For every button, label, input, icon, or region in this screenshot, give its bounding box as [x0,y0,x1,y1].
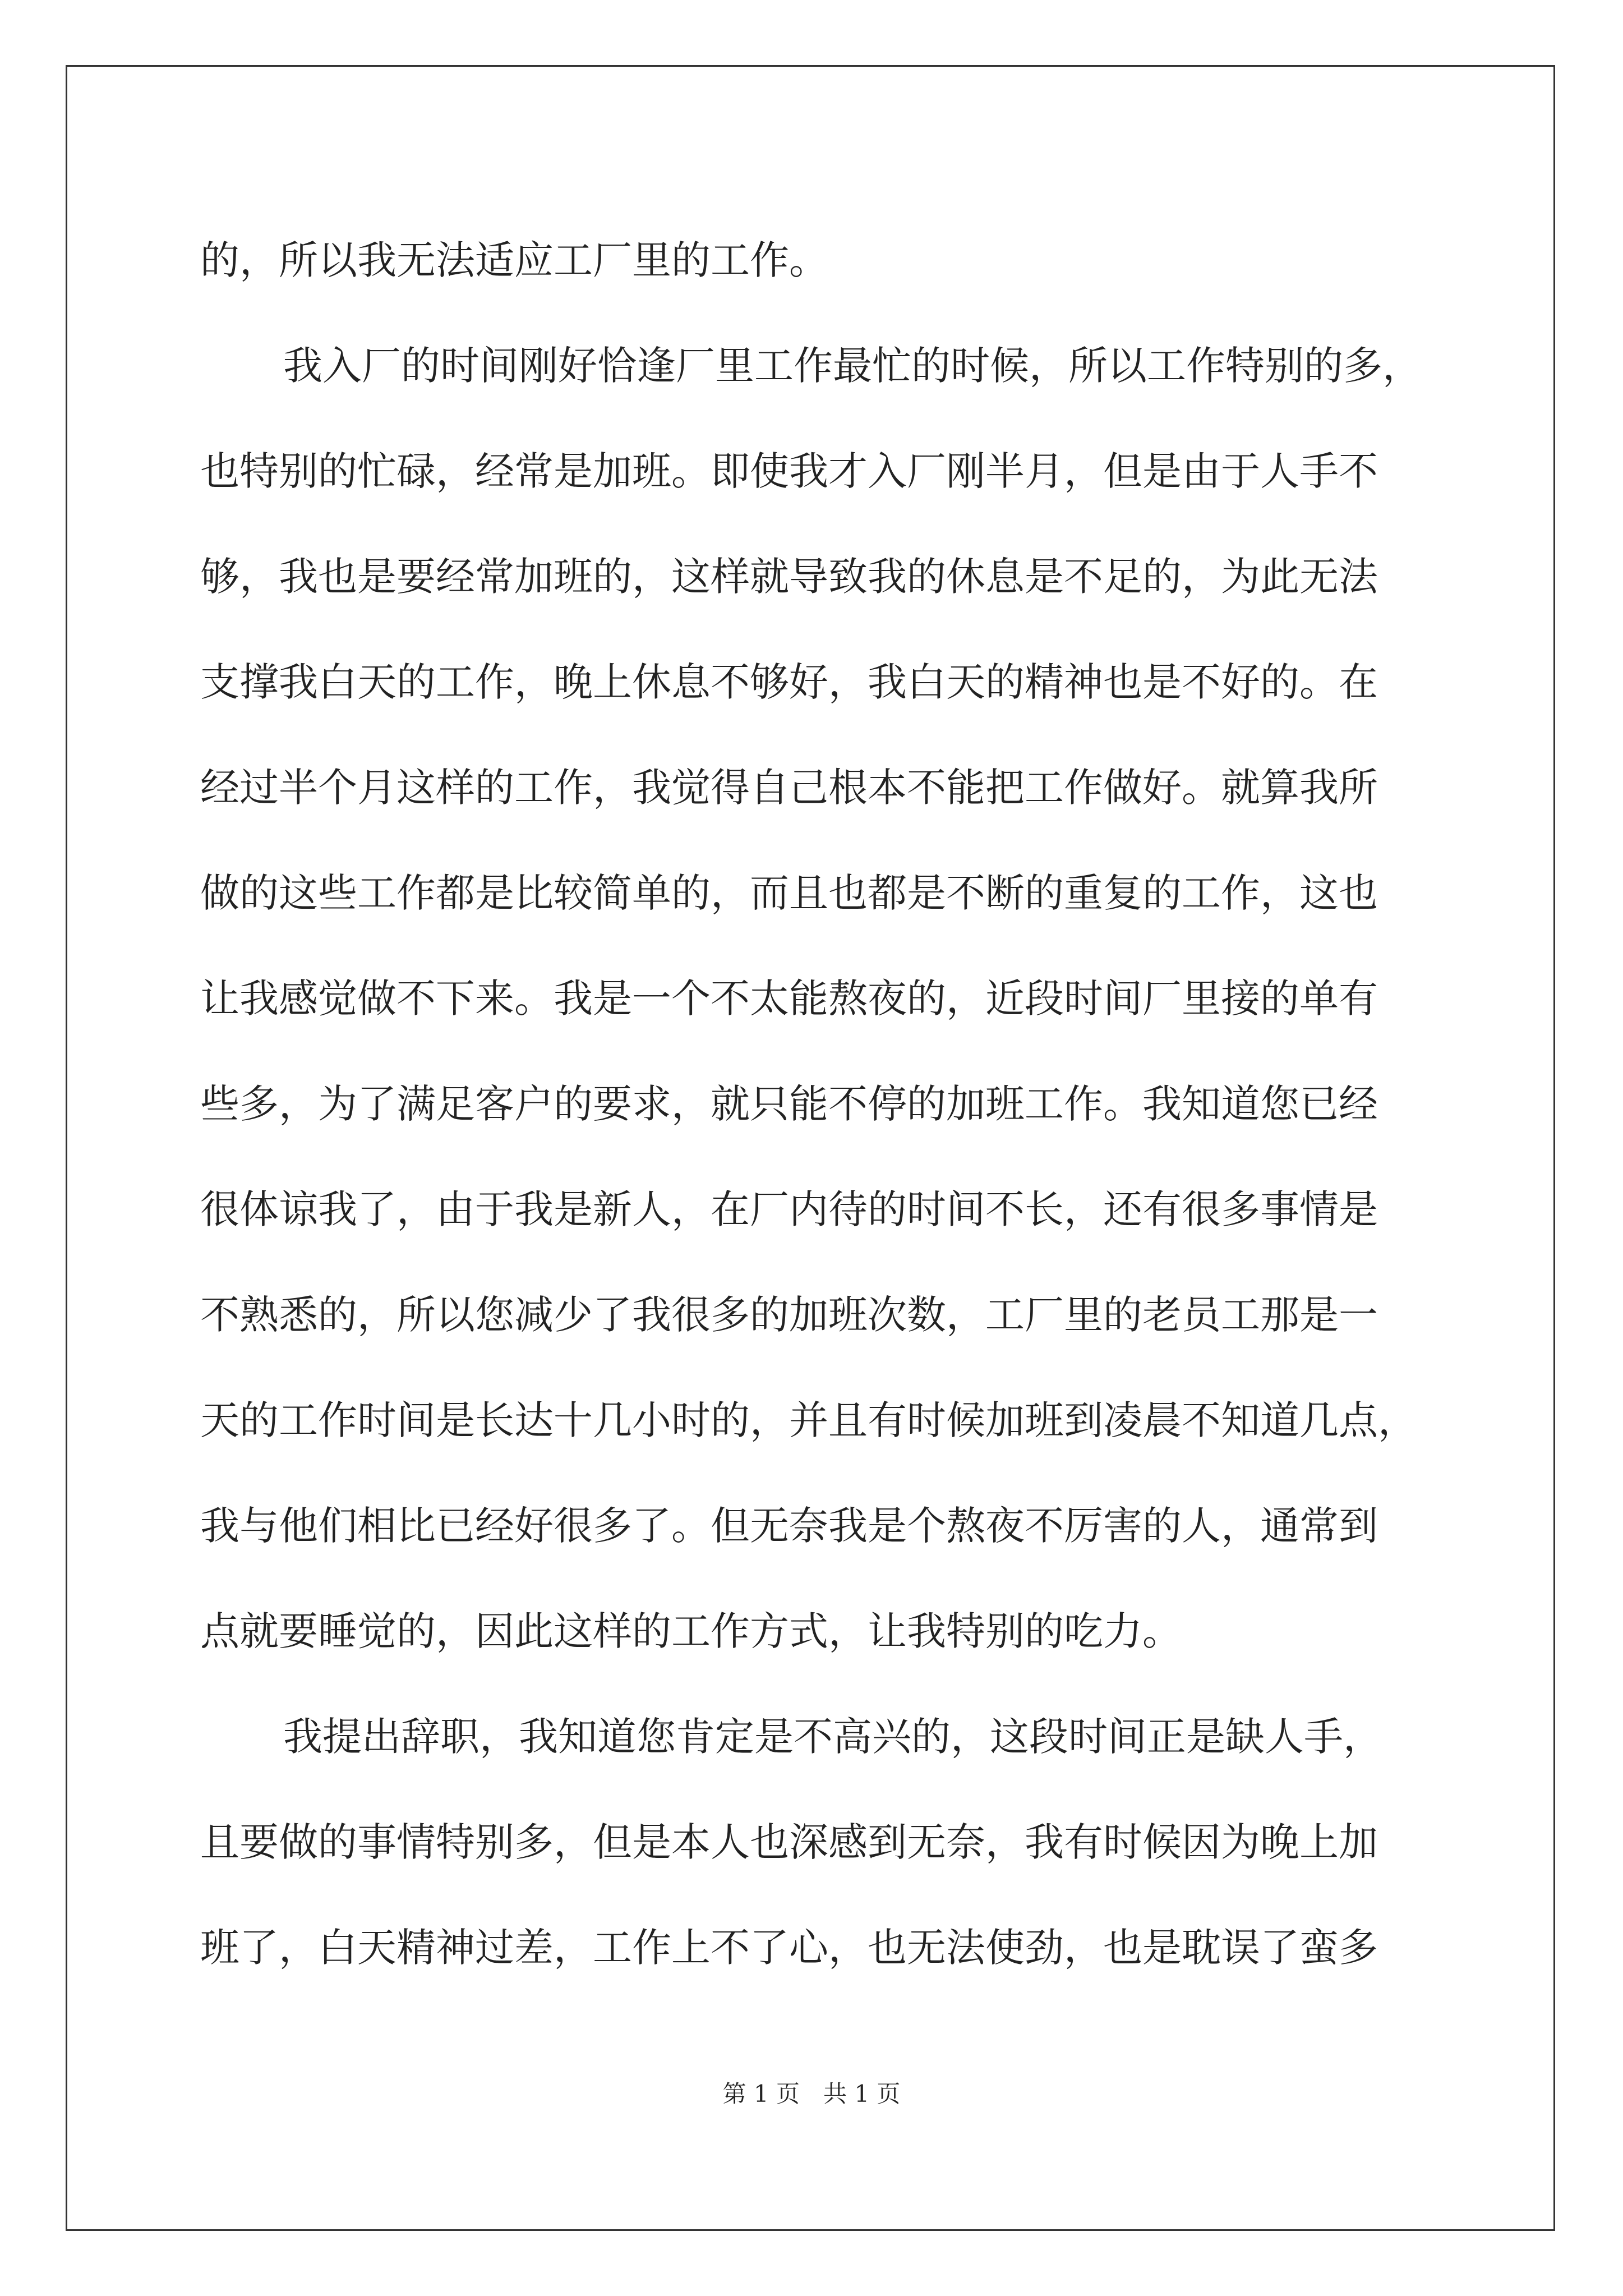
text-line-9: 些多，为了满足客户的要求，就只能不停的加班工作。我知道您已经 [200,1081,1378,1127]
text-line-7: 做的这些工作都是比较简单的，而且也都是不断的重复的工作，这也 [200,870,1378,916]
text-line-8: 让我感觉做不下来。我是一个不太能熬夜的，近段时间厂里接的单有 [200,976,1378,1022]
text-line-10: 很体谅我了，由于我是新人，在厂内待的时间不长，还有很多事情是 [200,1186,1378,1232]
text-line-17: 班了，白天精神过差，工作上不了心，也无法使劲，也是耽误了蛮多 [200,1925,1378,1971]
text-line-16: 且要做的事情特别多，但是本人也深感到无奈，我有时候因为晚上加 [200,1819,1378,1865]
text-line-12: 天的工作时间是长达十几小时的，并且有时候加班到凌晨不知道几点， [200,1397,1417,1443]
text-line-11: 不熟悉的，所以您减少了我很多的加班次数，工厂里的老员工那是一 [200,1292,1378,1338]
page-footer: 第 1 页 共 1 页 [722,2080,901,2108]
text-line-1: 的，所以我无法适应工厂里的工作。 [200,237,828,283]
text-line-4: 够，我也是要经常加班的，这样就导致我的休息是不足的，为此无法 [200,554,1378,600]
text-line-6: 经过半个月这样的工作，我觉得自己根本不能把工作做好。就算我所 [200,765,1378,811]
text-line-14: 点就要睡觉的，因此这样的工作方式，让我特别的吃力。 [200,1608,1182,1654]
text-line-3: 也特别的忙碌，经常是加班。即使我才入厂刚半月，但是由于人手不 [200,448,1378,494]
document-body [200,208,1434,2000]
text-line-15: 我提出辞职，我知道您肯定是不高兴的，这段时间正是缺人手， [283,1714,1382,1760]
text-line-2: 我入厂的时间刚好恰逢厂里工作最忙的时候，所以工作特别的多， [283,343,1422,389]
text-line-13: 我与他们相比已经好很多了。但无奈我是个熬夜不厉害的人，通常到 [200,1503,1378,1549]
text-line-5: 支撑我白天的工作，晚上休息不够好，我白天的精神也是不好的。在 [200,659,1378,705]
